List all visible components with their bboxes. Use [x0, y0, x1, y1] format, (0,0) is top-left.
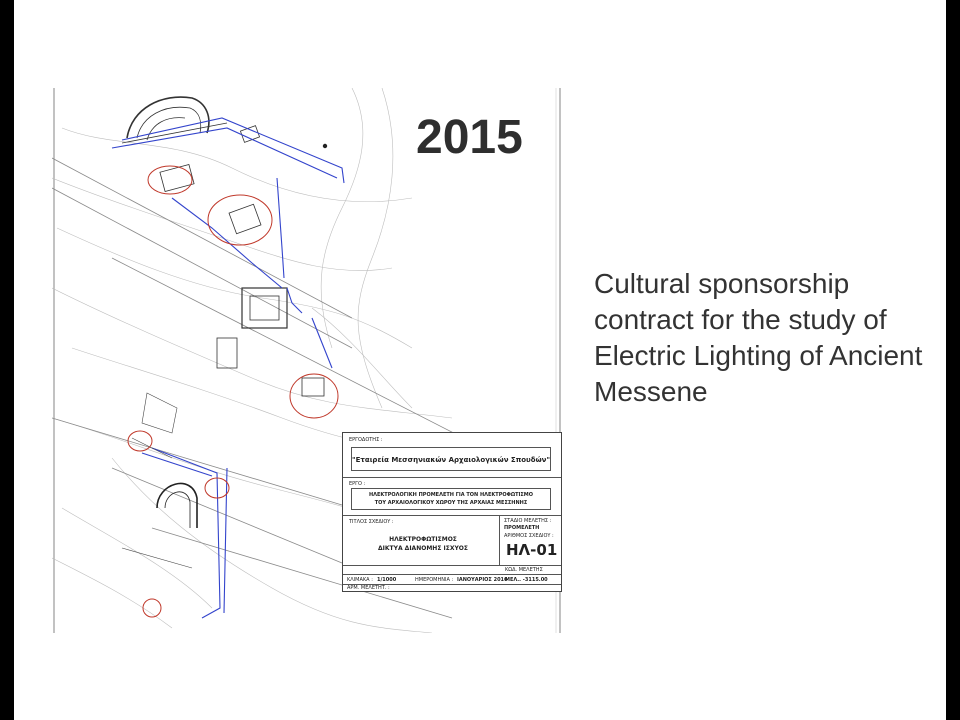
client-label: ΕΡΓΟΔΟΤΗΣ :	[349, 437, 383, 443]
code-value: ΜΕΛ.. -3115.00	[505, 577, 548, 583]
drawing-title-label: ΤΙΤΛΟΣ ΣΧΕΔΙΟΥ :	[349, 519, 394, 525]
scale-label: ΚΛΙΜΑΚΑ :	[347, 577, 373, 583]
study-code-row	[343, 566, 561, 575]
author-row	[343, 585, 561, 591]
date-value: ΙΑΝΟΥΑΡΙΟΣ 2016	[457, 577, 508, 583]
stage-value: ΠΡΟΜΕΛΕΤΗ	[504, 525, 540, 531]
stage-label: ΣΤΑΔΙΟ ΜΕΛΕΤΗΣ :	[504, 518, 552, 524]
drawing-section	[343, 516, 561, 566]
drawing-title-line2: ΔΙΚΤΥΑ ΔΙΑΝΟΜΗΣ ΙΣΧΥΟΣ	[377, 545, 469, 552]
author-label: ΑΡΜ. ΜΕΛΕΤΗΤ. :	[347, 585, 390, 591]
drawing-no-label: ΑΡΙΘΜΟΣ ΣΧΕΔΙΟΥ :	[504, 533, 554, 539]
scale-value: 1/1000	[377, 577, 397, 583]
client-name: "Εταιρεία Μεσσηνιακών Αρχαιολογικών Σπουδών"	[352, 456, 551, 464]
project-line2: ΤΟΥ ΑΡΧΑΙΟΛΟΓΙΚΟΥ ΧΩΡΟΥ ΤΗΣ ΑΡΧΑΙΑΣ ΜΕΣΣΗΝΗΣ	[374, 500, 528, 506]
client-section	[343, 433, 561, 478]
scale-row	[343, 575, 561, 585]
client-box	[351, 447, 551, 471]
drawing-title-line1: ΗΛΕΚΤΡΟΦΩΤΙΣΜΟΣ	[389, 536, 457, 543]
project-section	[343, 478, 561, 516]
project-label: ΕΡΓΟ :	[349, 481, 366, 487]
slide-caption: Cultural sponsorship contract for the study of Electric Lighting of Ancient Messene	[594, 268, 923, 407]
date-label: ΗΜΕΡΟΜΗΝΙΑ :	[415, 577, 454, 583]
project-box	[351, 488, 551, 510]
drawing-title-block	[342, 432, 562, 592]
slide	[14, 0, 946, 720]
project-line1: ΗΛΕΚΤΡΟΛΟΓΙΚΗ ΠΡΟΜΕΛΕΤΗ ΓΙΑ ΤΟΝ ΗΛΕΚΤΡΟΦΩΤΙΣΜΟ	[368, 492, 534, 498]
year-label: 2015	[416, 111, 523, 164]
stage-cell	[499, 516, 561, 566]
study-code-label: ΚΩΔ. ΜΕΛΕΤΗΣ	[505, 567, 543, 573]
drawing-number: ΗΛ-01	[506, 541, 558, 559]
